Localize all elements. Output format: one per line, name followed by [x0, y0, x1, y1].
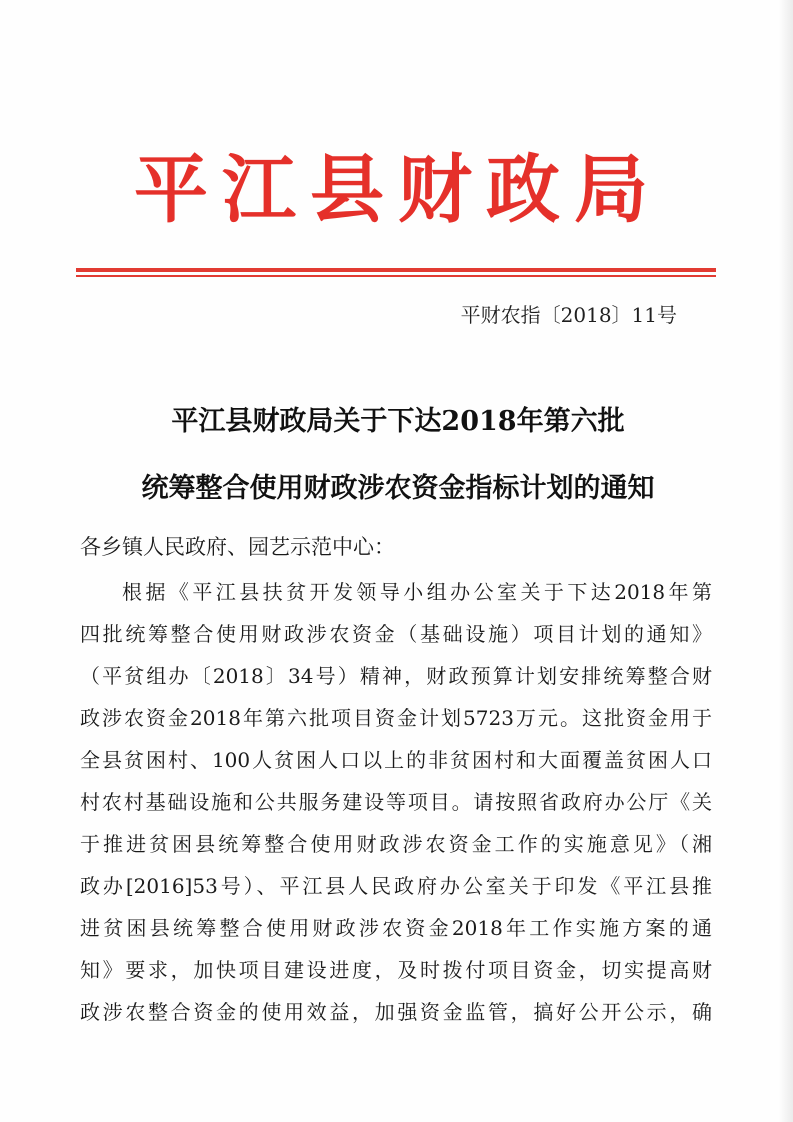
body-line: 知》要求，加快项目建设进度，及时拨付项目资金，切实提高财 — [80, 958, 712, 982]
header-red-rule-thin — [76, 275, 716, 277]
body-line: （平贫组办〔2018〕34号）精神，财政预算计划安排统筹整合财 — [80, 664, 712, 688]
agency-header: 平江县财政局 — [134, 147, 662, 233]
document-number: 平财农指〔2018〕11号 — [460, 303, 677, 327]
body-line: 四批统筹整合使用财政涉农资金（基础设施）项目计划的通知》 — [80, 622, 712, 646]
header-red-rule-thick — [76, 268, 716, 272]
body-line: 于推进贫困县统筹整合使用财政涉农资金工作的实施意见》（湘 — [80, 832, 712, 856]
body-line: 政涉农资金2018年第六批项目资金计划5723万元。这批资金用于 — [80, 706, 712, 730]
page-edge-shadow — [779, 0, 793, 1122]
notice-title-line-1: 平江县财政局关于下达2018年第六批 — [171, 406, 625, 437]
addressee: 各乡镇人民政府、园艺示范中心： — [80, 535, 395, 559]
body-line: 村农村基础设施和公共服务建设等项目。请按照省政府办公厅《关 — [80, 790, 712, 814]
body-line: 政涉农整合资金的使用效益，加强资金监管，搞好公开公示，确 — [80, 1000, 712, 1024]
body-line: 进贫困县统筹整合使用财政涉农资金2018年工作实施方案的通 — [80, 916, 712, 940]
notice-title-line-2: 统筹整合使用财政涉农资金指标计划的通知 — [141, 473, 655, 504]
body-line: 政办[2016]53号）、平江县人民政府办公室关于印发《平江县推 — [80, 874, 712, 898]
body-line: 根据《平江县扶贫开发领导小组办公室关于下达2018年第 — [122, 580, 712, 604]
body-line: 全县贫困村、100人贫困人口以上的非贫困村和大面覆盖贫困人口 — [80, 748, 712, 772]
